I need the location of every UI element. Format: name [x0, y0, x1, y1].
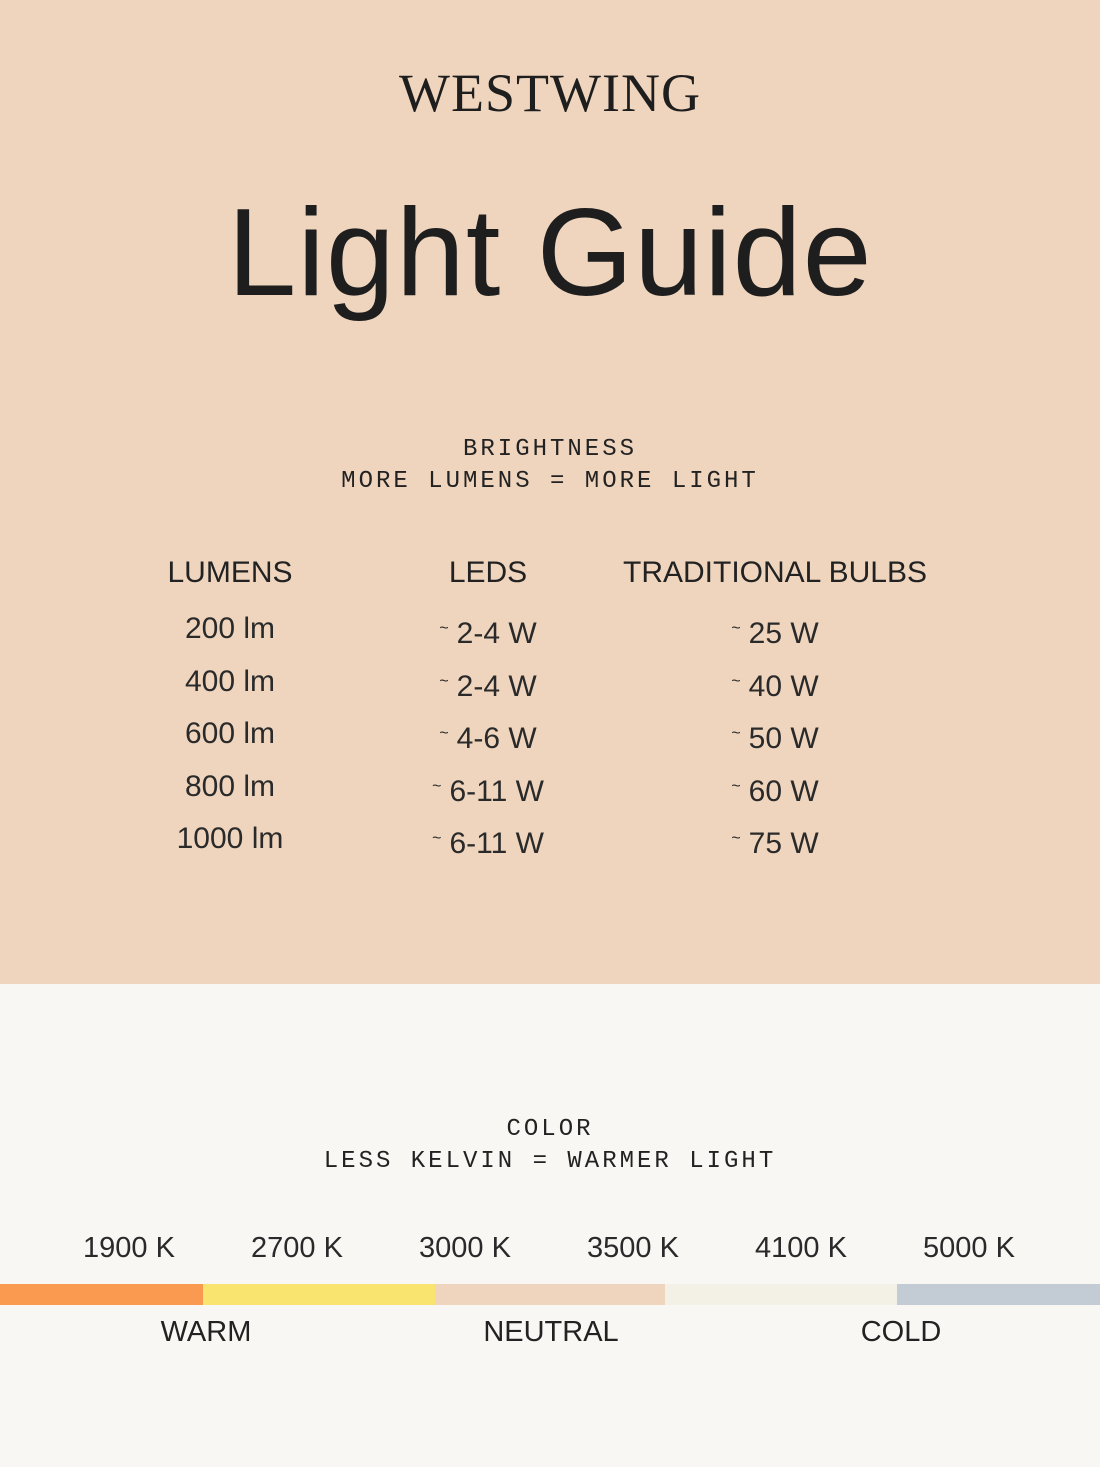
- leds-value: 2-4 W: [456, 669, 537, 703]
- bulbs-cell: [600, 708, 950, 761]
- kelvin-label: 3500 K: [587, 1232, 679, 1264]
- approx-symbol: ~: [731, 672, 741, 690]
- lumens-cell: 200 lm: [184, 612, 276, 645]
- approx-symbol: ~: [731, 620, 741, 637]
- leds-cell: [388, 813, 588, 866]
- approx-symbol: ~: [731, 830, 741, 847]
- lumens-cell: 1000 lm: [176, 822, 284, 855]
- brand-logo: WESTWING: [399, 63, 701, 123]
- approx-symbol: ~: [439, 620, 449, 637]
- bulbs-value: 60 W: [748, 774, 819, 808]
- bulbs-column: [600, 543, 950, 866]
- leds-cell: [388, 603, 588, 656]
- color-subheading: LESS KELVIN = WARMER LIGHT: [323, 1148, 777, 1175]
- color-segment: [203, 1284, 435, 1305]
- kelvin-label: 5000 K: [923, 1232, 1015, 1264]
- leds-value: 4-6 W: [456, 722, 537, 755]
- leds-column: [388, 543, 588, 866]
- color-segment: [897, 1284, 1100, 1305]
- color-section: [0, 984, 1100, 1467]
- color-segment: [665, 1284, 897, 1305]
- color-segment: [0, 1284, 203, 1305]
- column-header: LEDS: [448, 556, 528, 589]
- kelvin-label: 3000 K: [419, 1232, 511, 1264]
- bulbs-value: 40 W: [748, 669, 819, 703]
- zone-label: NEUTRAL: [483, 1316, 619, 1348]
- brightness-heading: BRIGHTNESS: [462, 436, 638, 463]
- approx-symbol: ~: [432, 777, 442, 795]
- brightness-subheading: MORE LUMENS = MORE LIGHT: [341, 468, 759, 495]
- page-title: Light Guide: [227, 184, 873, 322]
- kelvin-label: 2700 K: [251, 1232, 343, 1264]
- lumens-cell: 600 lm: [184, 717, 276, 750]
- color-segment: [435, 1284, 665, 1305]
- leds-value: 6-11 W: [449, 774, 544, 808]
- leds-cell: [388, 761, 588, 814]
- bulbs-cell: [600, 813, 950, 866]
- color-heading: COLOR: [506, 1116, 594, 1143]
- zone-label: COLD: [860, 1316, 942, 1348]
- leds-value: 2-4 W: [456, 617, 537, 650]
- approx-symbol: ~: [731, 725, 741, 742]
- kelvin-label: 4100 K: [755, 1232, 847, 1264]
- approx-symbol: ~: [439, 672, 449, 690]
- approx-symbol: ~: [432, 830, 442, 847]
- bulbs-cell: [600, 761, 950, 814]
- approx-symbol: ~: [731, 777, 741, 795]
- zone-label: WARM: [160, 1316, 252, 1348]
- leds-cell: [388, 656, 588, 709]
- lumens-cell: 800 lm: [184, 769, 276, 803]
- leds-value: 6-11 W: [449, 827, 544, 860]
- kelvin-label: 1900 K: [83, 1232, 175, 1264]
- approx-symbol: ~: [439, 725, 449, 742]
- lumens-column: [130, 543, 330, 866]
- lumens-cell: 400 lm: [184, 664, 276, 698]
- bulbs-value: 75 W: [748, 827, 819, 860]
- bulbs-cell: [600, 603, 950, 656]
- bulbs-value: 50 W: [748, 722, 819, 755]
- column-header: LUMENS: [167, 556, 293, 589]
- bulbs-cell: [600, 656, 950, 709]
- bulbs-value: 25 W: [748, 617, 819, 650]
- leds-cell: [388, 708, 588, 761]
- column-header: TRADITIONAL BULBS: [623, 556, 927, 589]
